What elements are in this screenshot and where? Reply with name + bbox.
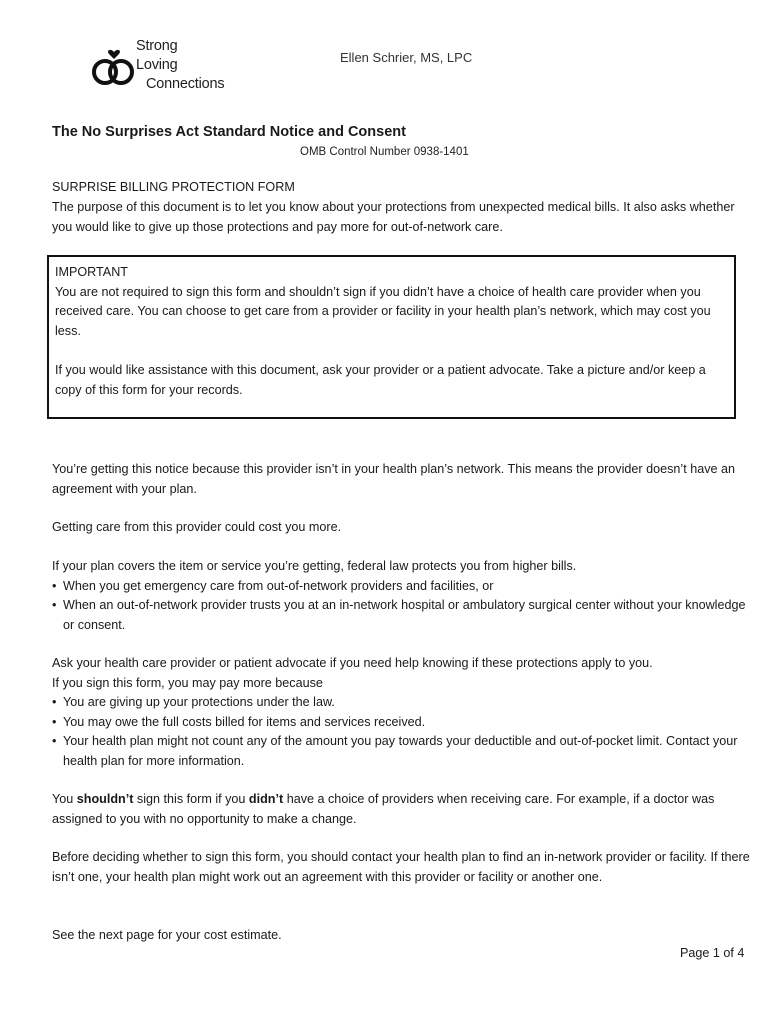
shouldnt-sign-paragraph: You shouldn’t sign this form if you didn’t have a choice of providers when receiving care. For example, if a doctor was assigned to you with no opportunity to make a change.: [52, 792, 715, 826]
cost-paragraph: Getting care from this provider could cost you more.: [52, 520, 342, 534]
important-heading: IMPORTANT: [55, 265, 128, 279]
omb-control-number: OMB Control Number 0938-1401: [300, 146, 469, 158]
logo-text-line: Connections: [146, 76, 225, 92]
protections-list: [52, 577, 752, 636]
before-deciding-paragraph: Before deciding whether to sign this form, you should contact your health plan to find an in-network provider or facility. If there isn’t one, your health plan might work out an agreement with this provider or facility or another one.: [52, 850, 750, 884]
emphasis: shouldn’t: [76, 792, 134, 806]
document-title: The No Surprises Act Standard Notice and Consent: [52, 124, 406, 140]
list-item: • You may owe the full costs billed for items and services received.: [52, 713, 752, 733]
ask-line: Ask your health care provider or patient advocate if you need help knowing if these protections apply to you.: [52, 656, 653, 670]
provider-name: Ellen Schrier, MS, LPC: [340, 50, 473, 65]
notice-paragraph: You’re getting this notice because this provider isn’t in your health plan’s network. This means the provider doesn’t have an agreement with your plan.: [52, 462, 736, 496]
emphasis: didn’t: [248, 792, 284, 806]
logo-text-line: Loving: [136, 57, 178, 73]
logo: [90, 38, 240, 96]
list-item: • When you get emergency care from out-of-network providers and facilities, or: [52, 577, 752, 597]
assistance-paragraph: If you would like assistance with this document, ask your provider or a patient advocate. Take a picture and/or keep a copy of this form for your records.: [55, 363, 706, 397]
list-item: • You are giving up your protections under the law.: [52, 693, 752, 713]
list-item: • When an out-of-network provider trusts you at an in-network hospital or ambulatory surgical center without your knowledge or consent.: [52, 596, 752, 635]
protections-section: [52, 557, 752, 635]
form-heading: SURPRISE BILLING PROTECTION FORM: [52, 180, 295, 194]
protections-intro: If your plan covers the item or service you’re getting, federal law protects you from higher bills.: [52, 559, 577, 573]
sign-intro: If you sign this form, you may pay more because: [52, 675, 323, 690]
sign-consequences-section: [52, 654, 752, 771]
logo-text-line: Strong: [136, 38, 178, 54]
consequences-list: [52, 693, 752, 771]
important-box: [47, 255, 736, 419]
page-number: Page 1 of 4: [680, 946, 745, 960]
interlocked-rings-heart-icon: [90, 48, 138, 88]
purpose-paragraph: The purpose of this document is to let you know about your protections from unexpected medical bills. It also asks whether you would like to give up those protections and pay more for out-of-network care.: [52, 200, 735, 234]
list-item: • Your health plan might not count any of the amount you pay towards your deductible and out-of-pocket limit. Contact your health plan for more information.: [52, 732, 752, 771]
next-page-note: See the next page for your cost estimate.: [52, 928, 282, 942]
important-paragraph: You are not required to sign this form and shouldn’t sign if you didn’t have a choice of health care provider when you received care. You can choose to get care from a provider or facility in your health plan’s network, which may cost you less.: [55, 284, 711, 338]
